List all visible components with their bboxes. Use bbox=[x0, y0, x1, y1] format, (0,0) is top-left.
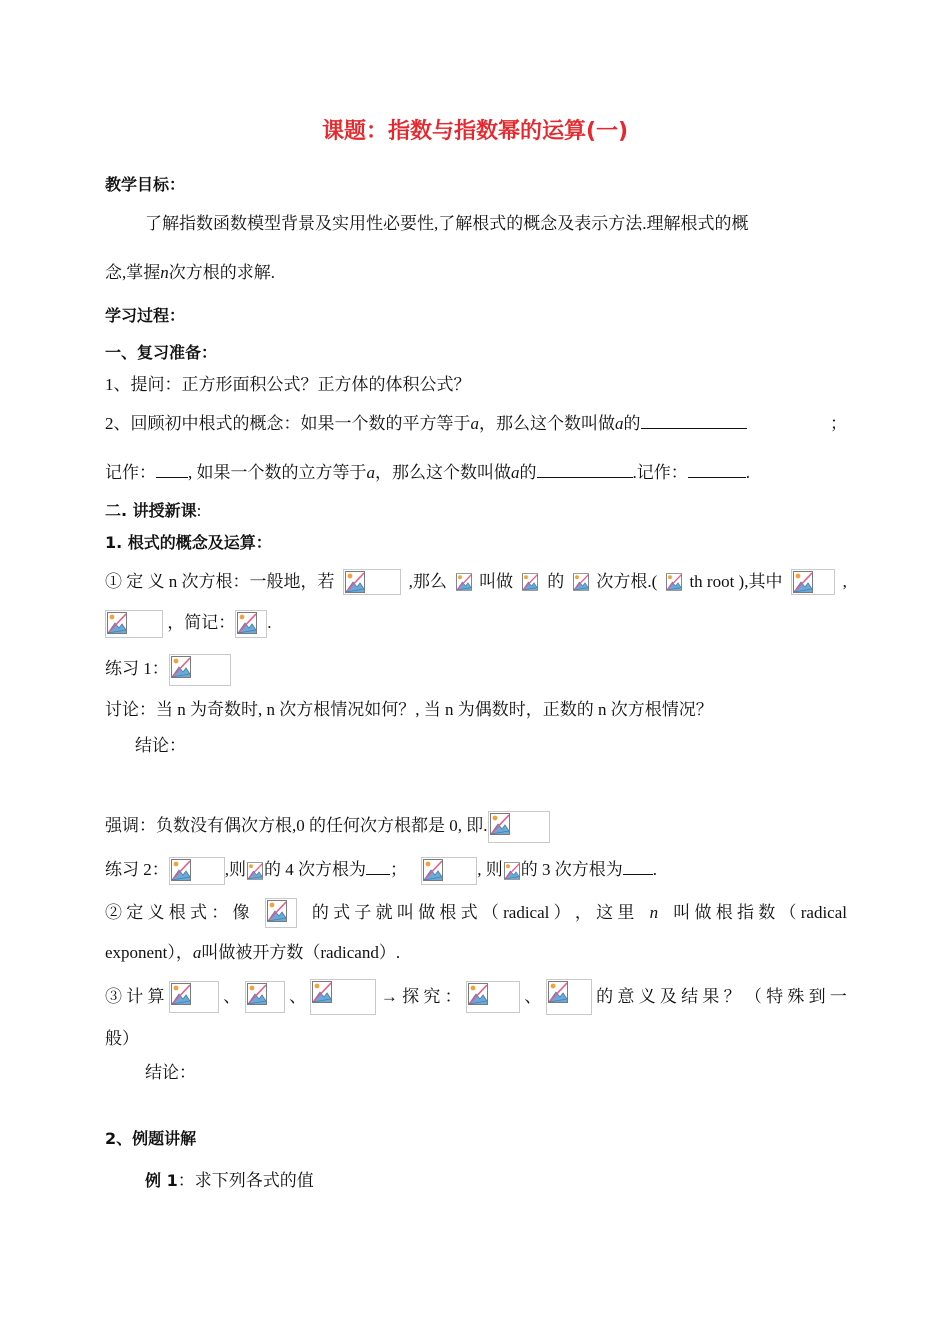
formula-image-icon bbox=[169, 654, 231, 686]
conclusion-label: 结论： bbox=[135, 736, 186, 755]
formula-image-icon bbox=[521, 572, 539, 592]
formula-image-icon bbox=[343, 569, 401, 595]
review-question-3: 记作： , 如果一个数的立方等于a，那么这个数叫做a的 .记作： . bbox=[105, 463, 750, 482]
definition-radical: ② 定 义 根 式 ： 像 的 式 子 就 叫 做 根 式 （ radical ） ， 这 里 n 叫 做 根 指 数 （ radical bbox=[105, 898, 847, 928]
goals-line-1: 了解指数函数模型背景及实用性必要性,了解根式的概念及表示方法.理解根式的概 bbox=[145, 214, 749, 233]
answer-blank bbox=[156, 461, 188, 478]
formula-image-icon bbox=[245, 981, 285, 1013]
formula-image-icon bbox=[455, 572, 471, 592]
answer-blank bbox=[688, 461, 746, 478]
examples-heading: 2、例题讲解 bbox=[105, 1129, 197, 1148]
formula-image-icon bbox=[546, 979, 592, 1015]
formula-image-icon bbox=[169, 981, 219, 1013]
answer-blank bbox=[641, 412, 747, 429]
calculation-task: ③ 计 算 、 、 → 探 究 ： 、 的 意 义 及 结 果 ？ （ 特 殊 到 一 bbox=[105, 980, 847, 1014]
formula-image-icon bbox=[105, 610, 163, 638]
formula-image-icon bbox=[310, 979, 376, 1015]
exercise-2: 练习 2： ,则 的 4 次方根为 ； , 则 的 3 次方根为 . bbox=[105, 855, 657, 885]
formula-image-icon bbox=[246, 861, 264, 881]
answer-blank bbox=[623, 858, 653, 875]
formula-image-icon bbox=[421, 857, 477, 885]
emphasis-note: 强调：负数没有偶次方根,0 的任何次方根都是 0, 即. bbox=[105, 810, 550, 842]
answer-blank bbox=[366, 858, 390, 875]
process-heading: 学习过程： bbox=[105, 306, 186, 325]
example-1: 例 1：求下列各式的值 bbox=[145, 1171, 314, 1190]
goals-line-2: 念,掌握n次方根的求解. bbox=[105, 263, 275, 282]
formula-image-icon bbox=[572, 572, 588, 592]
conclusion-label-2: 结论： bbox=[145, 1063, 196, 1082]
answer-blank bbox=[537, 461, 633, 478]
formula-image-icon bbox=[665, 572, 681, 592]
definition-shorthand: ，简记： . bbox=[105, 609, 272, 637]
page-title: 课题：指数与指数幂的运算(一) bbox=[321, 119, 629, 144]
formula-image-icon bbox=[466, 981, 520, 1013]
exercise-1: 练习 1： bbox=[105, 653, 231, 685]
review-question-1: 1、提问：正方形面积公式？正方体的体积公式？ bbox=[105, 375, 471, 394]
formula-image-icon bbox=[503, 861, 521, 881]
review-heading: 一、复习准备： bbox=[105, 343, 218, 362]
new-lesson-heading: 二. 讲授新课: bbox=[105, 501, 202, 520]
formula-image-icon bbox=[488, 811, 550, 843]
radical-concept-heading: 1. 根式的概念及运算： bbox=[105, 533, 272, 552]
definition-nth-root: ① 定 义 n 次方根：一般地，若 ,那么 叫做 的 次方根.( th root ),其中 , bbox=[105, 568, 847, 596]
definition-radical-cont: exponent），a叫做被开方数（radicand）. bbox=[105, 943, 401, 962]
review-question-2: 2、回顾初中根式的概念：如果一个数的平方等于a，那么这个数叫做a的 ； bbox=[105, 413, 847, 433]
formula-image-icon bbox=[791, 569, 835, 595]
discussion-question: 讨论：当 n 为奇数时, n 次方根情况如何？, 当 n 为偶数时，正数的 n 次方根情况？ bbox=[105, 700, 713, 719]
formula-image-icon bbox=[235, 610, 267, 638]
formula-image-icon bbox=[169, 857, 225, 885]
formula-image-icon bbox=[265, 898, 297, 928]
calculation-task-cont: 般） bbox=[105, 1029, 139, 1048]
teaching-goals-heading: 教学目标： bbox=[105, 175, 186, 194]
